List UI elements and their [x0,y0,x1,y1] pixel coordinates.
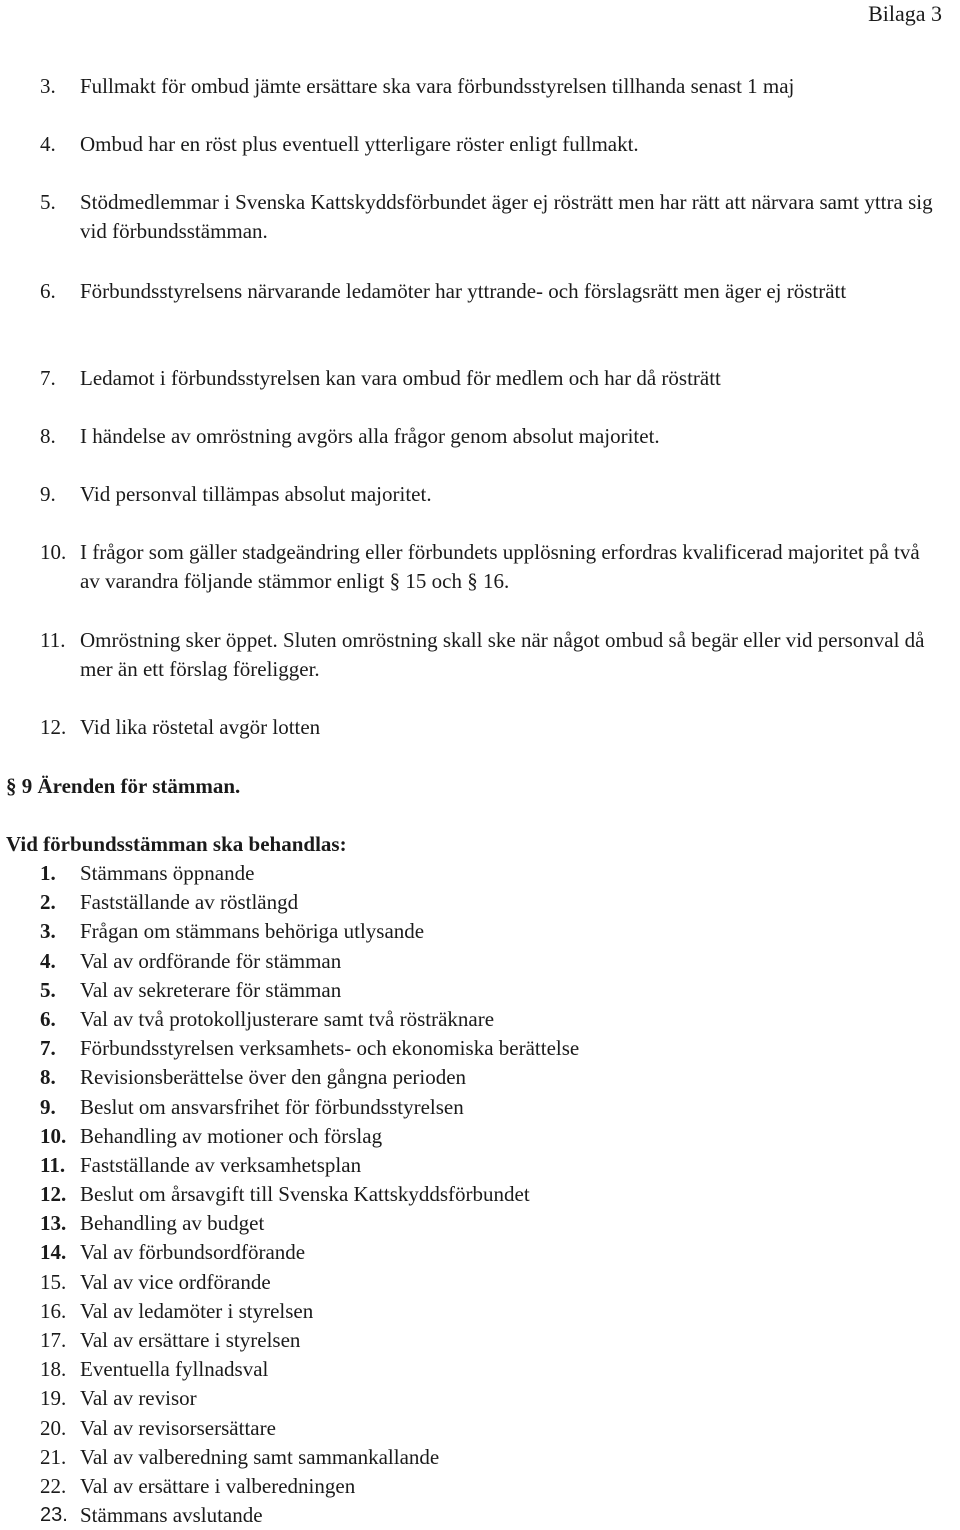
rule-item [40,130,940,159]
agenda-text: Val av vice ordförande [80,1269,271,1294]
agenda-item [40,859,920,888]
agenda-item [40,1209,920,1238]
rule-text: Förbundsstyrelsens närvarande ledamöter har yttrande- och förslagsrätt men äger ej rösträtt [80,279,847,303]
rule-text: Ledamot i förbundsstyrelsen kan vara ombud för medlem och har då rösträtt [80,366,721,390]
rule-number: 6. [40,279,56,303]
agenda-number: 1. [40,861,56,885]
agenda-text: Val av förbundsordförande [80,1240,306,1265]
agenda-item [40,1151,920,1180]
rule-number: 7. [40,366,56,390]
rule-number: 11. [40,628,66,652]
section-title: § 9 Ärenden för stämman. [6,774,241,798]
agenda-number: 3. [40,919,56,944]
agenda-item [40,1093,920,1122]
rule-text: I händelse av omröstning avgörs alla frågor genom absolut majoritet. [80,424,660,448]
agenda-number: 12. [40,1182,67,1207]
rule-number: 12. [40,715,67,739]
agenda-number: 11. [40,1152,66,1177]
agenda-text: Fastställande av röstlängd [80,890,299,915]
agenda-text: Fastställande av verksamhetsplan [80,1152,362,1177]
agenda-text: Val av revisorsersättare [80,1415,276,1440]
agenda-item [40,1122,920,1151]
agenda-text: Stämmans avslutande [80,1503,263,1528]
agenda-number: 16. [40,1298,67,1323]
agenda-number: 22. [40,1473,67,1498]
agenda-list [40,859,920,1530]
rule-number: 10. [40,540,67,564]
rule-number: 3. [40,74,56,98]
agenda-item [40,1472,920,1501]
page-header-label: Bilaga 3 [868,1,942,26]
agenda-number: 15. [40,1269,67,1294]
agenda-item [40,917,920,946]
agenda-text: Förbundsstyrelsen verksamhets- och ekonomiska berättelse [80,1036,580,1061]
agenda-item [40,1501,920,1530]
agenda-text: Val av ersättare i valberedningen [80,1473,356,1498]
agenda-item [40,1238,920,1267]
agenda-item [40,1063,920,1092]
agenda-number: 23. [40,1504,68,1527]
rule-item [40,364,940,393]
agenda-text: Val av ersättare i styrelsen [80,1328,301,1352]
rule-number: 9. [40,482,56,506]
agenda-number: 10. [40,1123,67,1148]
agenda-item [40,976,920,1005]
rule-text: Stödmedlemmar i Svenska Kattskyddsförbundet äger ej rösträtt men har rätt att närvara samt yttra sig vid förbundsstämman. [80,190,933,243]
rule-item [40,713,940,742]
agenda-item [40,1268,920,1297]
agenda-text: Val av ordförande för stämman [80,948,342,973]
agenda-text: Val av revisor [80,1386,197,1411]
rule-number: 4. [40,132,56,156]
agenda-item [40,1297,920,1326]
agenda-heading: Vid förbundsstämman ska behandlas: [6,832,347,856]
rule-item [40,188,940,246]
agenda-number: 13. [40,1211,67,1236]
agenda-number: 19. [40,1386,67,1411]
agenda-item [40,888,920,917]
agenda-item [40,947,920,976]
agenda-text: Beslut om ansvarsfrihet för förbundsstyrelsen [80,1094,464,1119]
agenda-number: 9. [40,1094,56,1119]
agenda-number: 7. [40,1036,56,1061]
agenda-number: 18. [40,1357,67,1382]
rule-text: Fullmakt för ombud jämte ersättare ska vara förbundsstyrelsen tillhanda senast 1 maj [80,74,795,98]
rule-text: Omröstning sker öppet. Sluten omröstning skall ske när något ombud så begär eller vid personval då mer än ett förslag föreligger. [80,628,925,681]
agenda-text: Val av två protokolljusterare samt två rösträknare [80,1006,495,1031]
agenda-item [40,1384,920,1413]
agenda-number: 21. [40,1444,67,1469]
agenda-text: Frågan om stämmans behöriga utlysande [80,919,425,944]
rule-text: Ombud har en röst plus eventuell ytterligare röster enligt fullmakt. [80,132,639,156]
agenda-text: Eventuella fyllnadsval [80,1357,269,1382]
agenda-text: Val av valberedning samt sammankallande [80,1444,440,1469]
agenda-number: 20. [40,1415,67,1440]
rule-item [40,538,940,596]
rule-item [40,422,940,451]
agenda-number: 8. [40,1065,56,1090]
agenda-item [40,1443,920,1472]
agenda-item [40,1414,920,1443]
agenda-number: 14. [40,1240,67,1265]
agenda-text: Stämmans öppnande [80,861,255,885]
agenda-text: Val av ledamöter i styrelsen [80,1298,314,1323]
rule-item [40,277,940,306]
agenda-text: Beslut om årsavgift till Svenska Kattskyddsförbundet [80,1182,530,1207]
agenda-text: Behandling av budget [80,1211,265,1236]
agenda-number: 4. [40,948,56,973]
agenda-item [40,1005,920,1034]
rule-item [40,480,940,509]
rule-text: Vid personval tillämpas absolut majoritet. [80,482,432,506]
agenda-item [40,1180,920,1209]
agenda-number: 5. [40,977,56,1002]
agenda-number: 2. [40,890,56,915]
rule-number: 8. [40,424,56,448]
agenda-text: Val av sekreterare för stämman [80,977,342,1002]
rule-item [40,72,940,101]
agenda-number: 17. [40,1328,67,1352]
rule-item [40,626,940,684]
rule-number: 5. [40,190,56,214]
agenda-item [40,1034,920,1063]
agenda-item [40,1355,920,1384]
agenda-number: 6. [40,1006,56,1031]
rule-text: Vid lika röstetal avgör lotten [80,715,321,739]
agenda-text: Behandling av motioner och förslag [80,1123,383,1148]
rule-text: I frågor som gäller stadgeändring eller förbundets upplösning erfordras kvalificerad majoritet på två av varandra följande stämmor enligt § 15 och § 16. [80,540,920,593]
agenda-item [40,1326,920,1355]
agenda-text: Revisionsberättelse över den gångna perioden [80,1065,467,1090]
